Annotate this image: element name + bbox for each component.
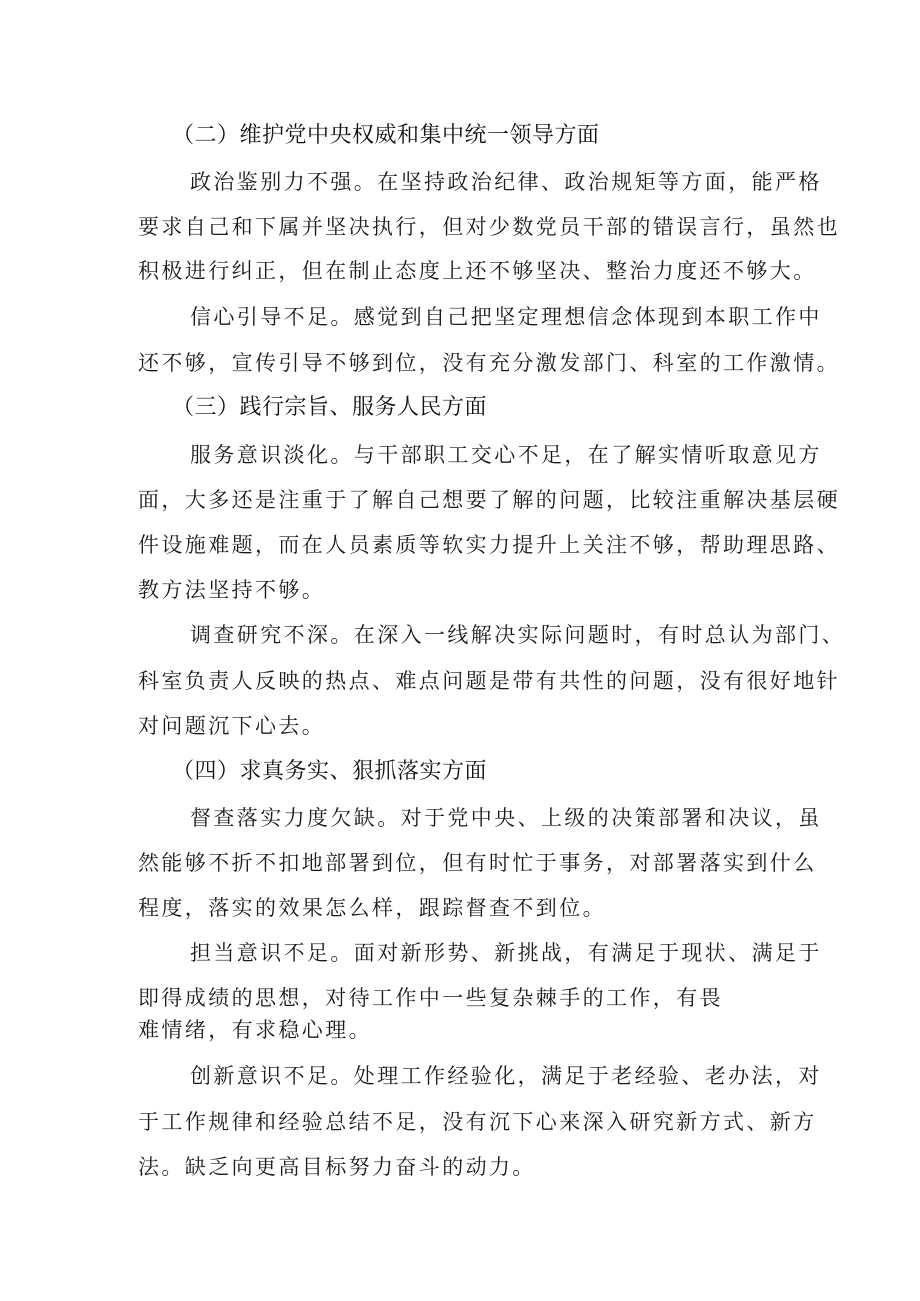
paragraph-line: 难情绪，有求稳心理。 bbox=[138, 1018, 372, 1042]
paragraph-line: 法。缺乏向更高目标努力奋斗的动力。 bbox=[138, 1155, 536, 1179]
paragraph-line: 服务意识淡化。与干部职工交心不足，在了解实情听取意见方 bbox=[190, 443, 822, 467]
paragraph-line: 件设施难题，而在人员素质等软实力提升上关注不够，帮助理思路、 bbox=[138, 533, 840, 557]
paragraph-line: 科室负责人反映的热点、难点问题是带有共性的问题，没有很好地针 bbox=[138, 669, 840, 693]
paragraph-line: 调查研究不深。在深入一线解决实际问题时，有时总认为部门、 bbox=[190, 623, 846, 647]
paragraph-line: 还不够，宣传引导不够到位，没有充分激发部门、科室的工作激情。 bbox=[138, 351, 840, 375]
paragraph-line: 面，大多还是注重于了解自己想要了解的问题，比较注重解决基层硬 bbox=[138, 488, 840, 512]
section-heading: （二）维护党中央权威和集中统一领导方面 bbox=[172, 123, 600, 148]
paragraph-line: 于工作规律和经验总结不足，没有沉下心来深入研究新方式、新方 bbox=[138, 1110, 817, 1134]
paragraph-line: 程度，落实的效果怎么样，跟踪督查不到位。 bbox=[138, 896, 606, 920]
paragraph-line: 督查落实力度欠缺。对于党中央、上级的决策部署和决议，虽 bbox=[190, 806, 822, 830]
paragraph-line: 对问题沉下心去。 bbox=[138, 714, 326, 738]
section-heading: （四）求真务实、狠抓落实方面 bbox=[172, 759, 488, 784]
paragraph-line: 然能够不折不扣地部署到位，但有时忙于事务，对部署落实到什么 bbox=[138, 851, 817, 875]
paragraph-line: 政治鉴别力不强。在坚持政治纪律、政治规矩等方面，能严格 bbox=[190, 170, 822, 194]
section-heading: （三）践行宗旨、服务人民方面 bbox=[172, 395, 488, 420]
paragraph-line: 要求自己和下属并坚决执行，但对少数党员干部的错误言行，虽然也 bbox=[138, 215, 840, 239]
paragraph-line: 积极进行纠正，但在制止态度上还不够坚决、整治力度还不够大。 bbox=[138, 259, 817, 283]
paragraph-line: 即得成绩的思想，对待工作中一些复杂棘手的工作，有畏 bbox=[138, 986, 723, 1010]
paragraph-line: 担当意识不足。面对新形势、新挑战，有满足于现状、满足于 bbox=[190, 941, 822, 965]
paragraph-line: 信心引导不足。感觉到自己把坚定理想信念体现到本职工作中 bbox=[190, 305, 822, 329]
paragraph-line: 教方法坚持不够。 bbox=[138, 578, 326, 602]
paragraph-line: 创新意识不足。处理工作经验化，满足于老经验、老办法，对 bbox=[190, 1064, 822, 1088]
